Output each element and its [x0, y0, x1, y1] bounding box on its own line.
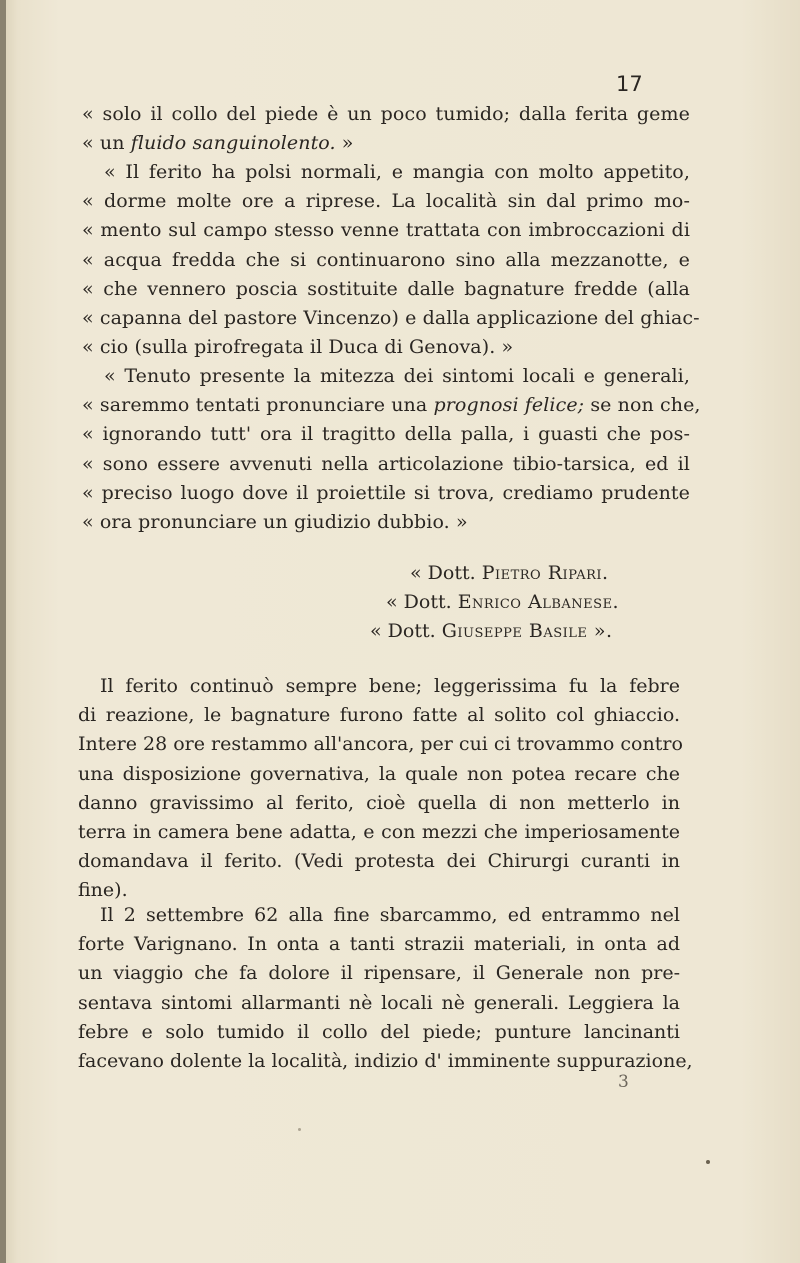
text-line: « sono essere avvenuti nella articolazione tibio-tarsica, ed il [82, 452, 690, 475]
signature-prefix: « Dott. [386, 591, 458, 613]
text-line: danno gravissimo al ferito, cioè quella di non metterlo in [78, 791, 680, 814]
text-line: « ignorando tutt' ora il tragitto della palla, i guasti che pos- [82, 423, 690, 446]
text-line: sentava sintomi allarmanti nè locali nè generali. Leggiera la [78, 991, 680, 1014]
text-line: facevano dolente la località, indizio d' imminente suppurazione, [78, 1049, 693, 1072]
text-line: Intere 28 ore restammo all'ancora, per cui ci trovammo contro [78, 733, 683, 756]
text-line: forte Varignano. In onta a tanti strazii materiali, in onta ad [78, 933, 680, 956]
text-line: un viaggio che fa dolore il ripensare, il Generale non pre- [78, 962, 680, 985]
text-line: di reazione, le bagnature furono fatte al solito col ghiaccio. [78, 704, 680, 727]
text-line: « che vennero poscia sostituite dalle bagnature fredde (alla [82, 277, 690, 300]
paper-speck [298, 1128, 301, 1131]
text-line: terra in camera bene adatta, e con mezzi che imperiosamente [78, 820, 680, 843]
signature-prefix: « Dott. [410, 562, 482, 584]
signature-name: Pietro Ripari. [481, 562, 609, 584]
signature-line [410, 562, 609, 584]
text-line: « capanna del pastore Vincenzo) e dalla applicazione del ghiac- [82, 306, 700, 329]
text-line: « ora pronunciare un giudizio dubbio. » [82, 510, 468, 533]
page-binding-edge [0, 0, 6, 1263]
paper-speck [706, 1160, 710, 1164]
quote-block-2 [82, 158, 700, 362]
paragraph-2 [78, 901, 693, 1076]
signature-line [386, 591, 619, 613]
signature-mark: 3 [618, 1072, 629, 1092]
text-line: « cio (sulla pirofregata il Duca di Genova). » [82, 336, 514, 359]
text-line: febre e solo tumido il collo del piede; punture lancinanti [78, 1020, 680, 1043]
text-line: « Tenuto presente la mitezza dei sintomi locali e generali, [104, 365, 690, 387]
text-line: una disposizione governativa, la quale non potea recare che [78, 762, 680, 785]
text-line: « dorme molte ore a riprese. La località sin dal primo mo- [82, 190, 690, 213]
quote-block-1 [82, 100, 690, 158]
text-line: « acqua fredda che si continuarono sino alla mezzanotte, e [82, 248, 690, 271]
text-line: fine). [78, 879, 128, 902]
page-number: 17 [616, 72, 643, 96]
signature-name: Giuseppe Basile ». [441, 620, 613, 642]
text-line: « Il ferito ha polsi normali, e mangia con molto appetito, [104, 161, 690, 183]
quote-block-3 [82, 362, 701, 537]
text-line: Il 2 settembre 62 alla fine sbarcammo, ed entrammo nel [100, 904, 680, 926]
signature-line [370, 620, 613, 642]
text-line: « preciso luogo dove il proiettile si trova, crediamo prudente [82, 481, 690, 504]
signature-name: Enrico Albanese. [457, 591, 620, 613]
paragraph-1 [78, 672, 683, 906]
signature-prefix: « Dott. [370, 620, 442, 642]
text-line: « un fluido sanguinolento. » [82, 132, 354, 155]
text-line: « mento sul campo stesso venne trattata con imbroccazioni di [82, 219, 690, 242]
text-line: « saremmo tentati pronunciare una prognosi felice; se non che, [82, 394, 701, 417]
text-line: domandava il ferito. (Vedi protesta dei Chirurgi curanti in [78, 850, 680, 873]
text-line: Il ferito continuò sempre bene; leggerissima fu la febre [100, 675, 680, 697]
text-line: « solo il collo del piede è un poco tumido; dalla ferita geme [82, 103, 690, 125]
